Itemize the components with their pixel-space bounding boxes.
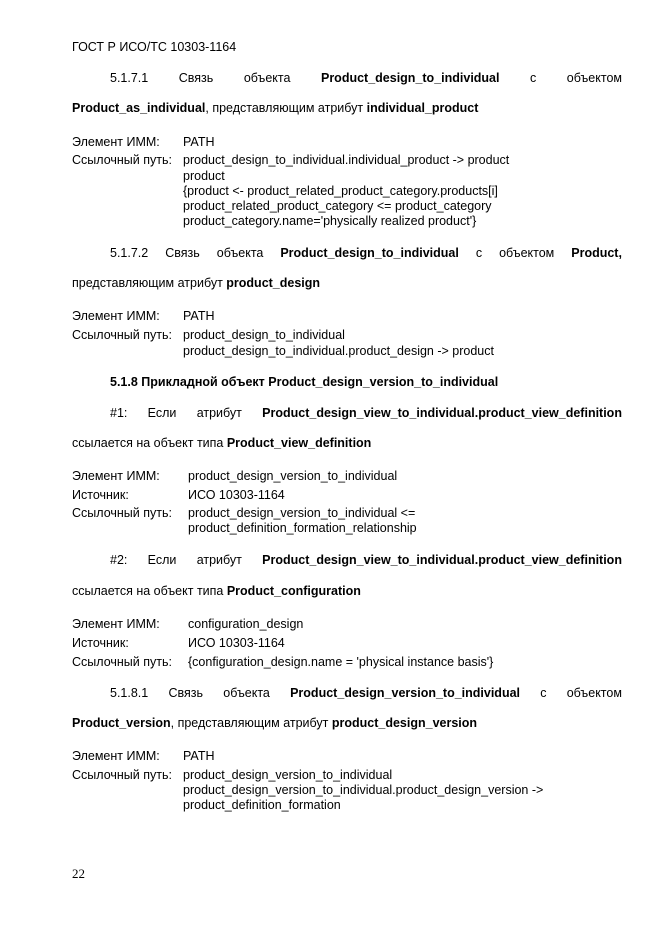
word: Если	[147, 406, 177, 420]
word: атрибут	[196, 553, 242, 567]
source-label: Источник:	[72, 636, 129, 650]
document-header: ГОСТ Р ИСО/ТС 10303-1164	[72, 40, 237, 54]
source-label: Источник:	[72, 488, 129, 502]
ref-label: Ссылочный путь:	[72, 328, 172, 342]
page-number: 22	[72, 866, 85, 881]
object-name: Product_as_individual	[72, 101, 206, 115]
word: объектом	[499, 246, 555, 260]
section-5171-heading	[110, 71, 622, 85]
object-name: Product_view_definition	[226, 436, 372, 450]
section-number: 5.1.7.1	[110, 71, 149, 85]
ref-line: product_definition_formation_relationship	[188, 521, 417, 535]
section-5181-heading	[110, 686, 622, 700]
ref-line: product_definition_formation	[183, 798, 341, 812]
case-number: #2:	[110, 553, 128, 567]
ref-label: Ссылочный путь:	[72, 506, 172, 520]
elem-label: Элемент ИММ:	[72, 617, 160, 631]
ref-line: product_design_version_to_individual.product_design_version ->	[183, 783, 544, 797]
text: представляющим атрибут	[72, 276, 227, 290]
section-5172-continuation	[72, 276, 320, 290]
elem-value: PATH	[183, 135, 215, 149]
word: Связь	[165, 246, 200, 260]
attribute-name: individual_product	[366, 101, 479, 115]
text: , представляющим атрибут	[205, 101, 367, 115]
section-5181-continuation	[72, 716, 477, 730]
object-name: Product,	[571, 246, 622, 260]
ref-line: product_design_to_individual.product_design -> product	[183, 344, 494, 358]
section-518-title: 5.1.8 Прикладной объект Product_design_version_to_individual	[110, 375, 499, 389]
ref-label: Ссылочный путь:	[72, 768, 172, 782]
source-value: ИСО 10303-1164	[188, 488, 285, 502]
attribute-name: Product_design_view_to_individual.product_view_definition	[262, 553, 622, 567]
object-name: Product_design_version_to_individual	[290, 686, 521, 700]
case-number: #1:	[110, 406, 128, 420]
text: , представляющим атрибут	[170, 716, 332, 730]
elem-value: PATH	[183, 309, 215, 323]
source-value: ИСО 10303-1164	[188, 636, 285, 650]
attribute-name: product_design_version	[331, 716, 478, 730]
object-name: Product_design_to_individual	[320, 71, 500, 85]
elem-value: PATH	[183, 749, 215, 763]
object-name: Product_design_to_individual	[280, 246, 459, 260]
word: объектом	[566, 71, 622, 85]
ref-line: product_related_product_category <= product_category	[183, 199, 492, 213]
section-number: 5.1.8.1	[110, 686, 149, 700]
word: Если	[147, 553, 177, 567]
word: с	[475, 246, 483, 260]
case-2-continuation	[72, 584, 361, 598]
elem-label: Элемент ИММ:	[72, 309, 160, 323]
elem-value: product_design_version_to_individual	[188, 469, 398, 483]
case-1-continuation	[72, 436, 371, 450]
ref-line: product	[183, 169, 225, 183]
elem-label: Элемент ИММ:	[72, 749, 160, 763]
text: ссылается на объект типа	[72, 436, 227, 450]
word: объекта	[216, 246, 264, 260]
word: объекта	[243, 71, 291, 85]
ref-label: Ссылочный путь:	[72, 655, 172, 669]
attribute-name: product_design	[226, 276, 321, 290]
elem-label: Элемент ИММ:	[72, 135, 160, 149]
word: объектом	[566, 686, 622, 700]
ref-line: product_design_version_to_individual <=	[188, 506, 416, 520]
case-2-heading	[110, 553, 622, 567]
attribute-name: Product_design_view_to_individual.product_view_definition	[262, 406, 622, 420]
section-5171-continuation	[72, 101, 478, 115]
text: ссылается на объект типа	[72, 584, 227, 598]
case-1-heading	[110, 406, 622, 420]
word: с	[540, 686, 547, 700]
word: объекта	[223, 686, 270, 700]
ref-label: Ссылочный путь:	[72, 153, 172, 167]
word: Связь	[168, 686, 204, 700]
object-name: Product_version	[72, 716, 171, 730]
word: Связь	[178, 71, 214, 85]
ref-line: product_design_to_individual.individual_product -> product	[183, 153, 510, 167]
elem-value: configuration_design	[188, 617, 304, 631]
section-number: 5.1.7.2	[110, 246, 149, 260]
section-5172-heading	[110, 246, 622, 260]
ref-value: {configuration_design.name = 'physical instance basis'}	[188, 655, 494, 669]
ref-line: product_design_version_to_individual	[183, 768, 393, 782]
ref-line: {product <- product_related_product_category.products[i]	[183, 184, 498, 198]
ref-line: product_category.name='physically realized product'}	[183, 214, 477, 228]
elem-label: Элемент ИММ:	[72, 469, 160, 483]
object-name: Product_configuration	[226, 584, 361, 598]
word: с	[530, 71, 537, 85]
ref-line: product_design_to_individual	[183, 328, 345, 342]
word: атрибут	[196, 406, 242, 420]
